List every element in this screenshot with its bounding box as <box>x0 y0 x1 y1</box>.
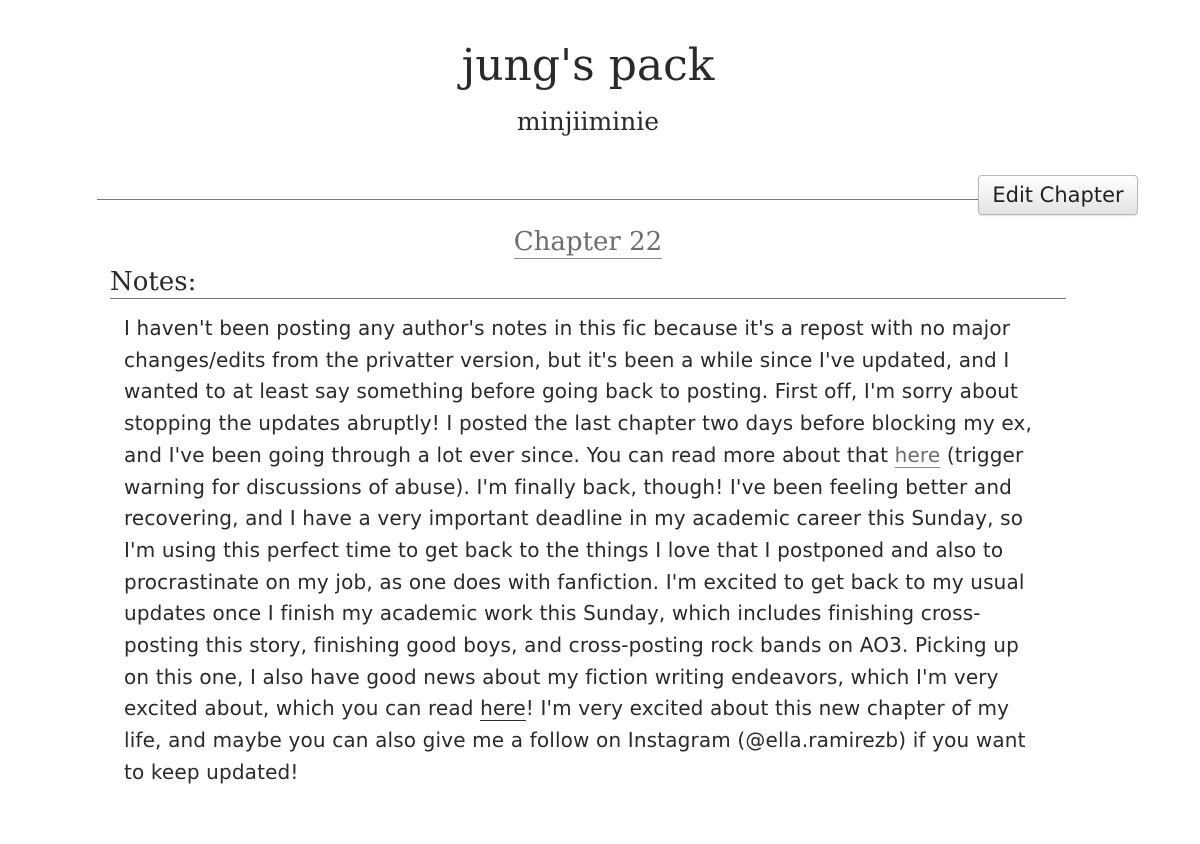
notes-text: changes/edits from the privatter version, but it's been a while since I've updated, and I <box>124 347 1010 372</box>
notes-text: I'm using this perfect time to get back to the things I love that I postponed and also to <box>124 537 1004 562</box>
notes-text: and I've been going through a lot ever since. You can read more about that <box>124 442 895 467</box>
notes-line <box>124 725 1054 757</box>
notes-line <box>124 472 1054 504</box>
notes-text: excited about, which you can read <box>124 696 481 721</box>
notes-text: procrastinate on my job, as one does with fanfiction. I'm excited to get back to my usual <box>124 569 1025 594</box>
notes-line <box>124 757 1054 789</box>
notes-text: to keep updated! <box>124 759 299 784</box>
notes-line <box>124 535 1054 567</box>
author-byline[interactable]: minjiiminie <box>516 107 660 136</box>
chapter-divider <box>97 199 987 200</box>
notes-body <box>124 313 1054 789</box>
notes-text: warning for discussions of abuse). I'm finally back, though! I've been feeling better and <box>124 474 1012 499</box>
notes-text: updates once I finish my academic work this Sunday, which includes finishing cross- <box>124 601 981 626</box>
notes-line <box>124 408 1054 440</box>
notes-line <box>124 598 1054 630</box>
notes-text: I haven't been posting any author's notes in this fic because it's a repost with no major <box>124 316 1011 340</box>
notes-text: life, and maybe you can also give me a follow on Instagram (@ella.ramirezb) if you want <box>124 728 1026 753</box>
notes-line <box>124 662 1054 694</box>
edit-chapter-button[interactable]: Edit Chapter <box>978 175 1138 215</box>
notes-line <box>124 567 1054 599</box>
notes-line <box>124 376 1054 408</box>
fiction-news-link[interactable]: here <box>480 696 526 721</box>
notes-text: posting this story, finishing good boys, and cross-posting rock bands on AO3. Picking up <box>124 633 1019 658</box>
work-title: jung's pack <box>461 40 715 91</box>
notes-text: ! I'm very excited about this new chapter of my <box>525 696 1010 721</box>
chapter-heading <box>0 224 1176 260</box>
chapter-title-link[interactable]: Chapter 22 <box>513 227 663 257</box>
notes-text: recovering, and I have a very important deadline in my academic career this Sunday, so <box>124 506 1024 531</box>
notes-line <box>124 693 1054 725</box>
notes-heading: Notes: <box>110 266 1066 299</box>
notes-line <box>124 503 1054 535</box>
notes-line <box>124 345 1054 377</box>
notes-line <box>124 313 1054 345</box>
notes-text: stopping the updates abruptly! I posted the last chapter two days before blocking my ex, <box>124 411 1032 436</box>
abuse-post-link[interactable]: here <box>894 442 941 467</box>
notes-text: on this one, I also have good news about my fiction writing endeavors, which I'm very <box>124 664 999 689</box>
notes-text: wanted to at least say something before going back to posting. First off, I'm sorry about <box>124 379 1019 404</box>
notes-line <box>124 440 1054 472</box>
notes-line <box>124 630 1054 662</box>
notes-text: (trigger <box>940 442 1024 467</box>
